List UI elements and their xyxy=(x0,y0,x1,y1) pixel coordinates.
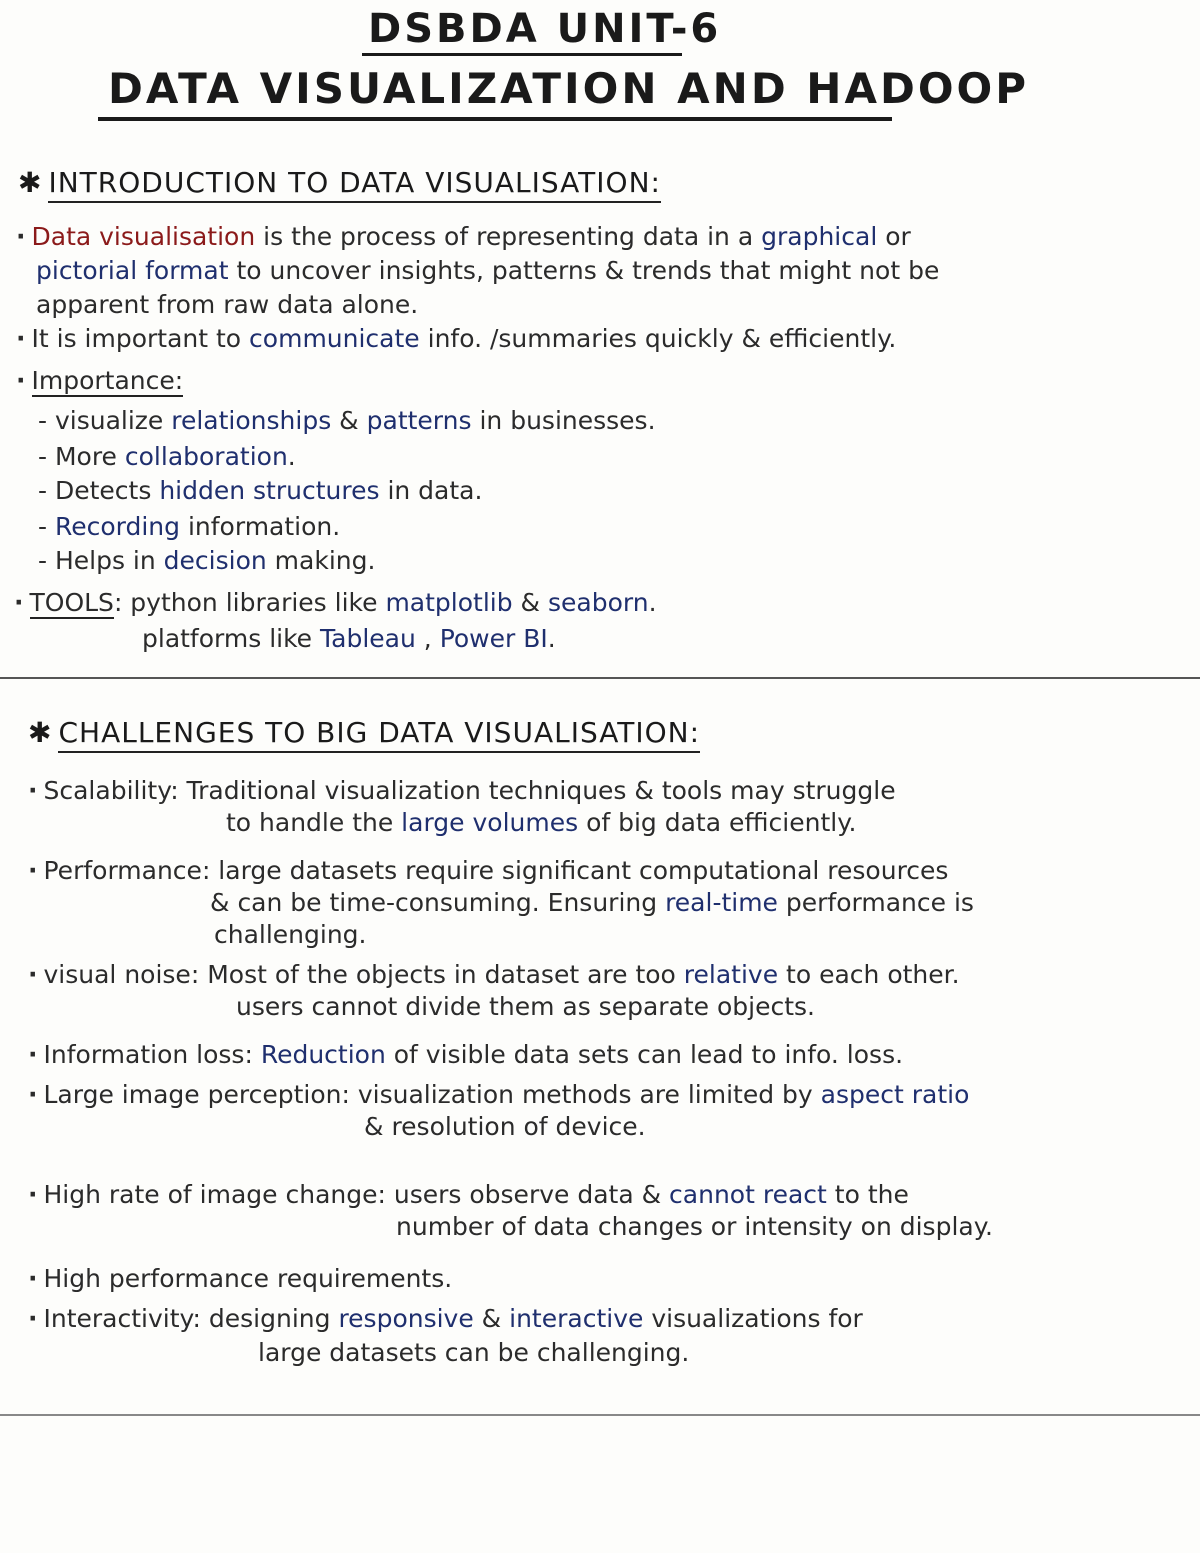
challenge-image-change: · High rate of image change: users observe data & cannot react to the xyxy=(28,1180,909,1209)
intro-line-3: apparent from raw data alone. xyxy=(36,290,419,319)
challenges-heading: ✱ CHALLENGES TO BIG DATA VISUALISATION: xyxy=(28,716,700,749)
bullet-icon: · xyxy=(28,1304,38,1333)
bullet-icon: · xyxy=(28,776,38,805)
challenge-interactivity: · Interactivity: designing responsive & interactive visualizations for xyxy=(28,1304,863,1333)
challenge-performance-cont: challenging. xyxy=(214,920,367,949)
tools-line-1: · TOOLS: python libraries like matplotlib & seaborn. xyxy=(14,588,657,617)
section-divider xyxy=(0,677,1200,679)
challenge-performance: · Performance: large datasets require significant computational resources xyxy=(28,856,949,885)
challenge-performance-cont: & can be time-consuming. Ensuring real-time performance is xyxy=(210,888,974,917)
page-subtitle: DATA VISUALIZATION AND HADOOP xyxy=(108,64,1030,113)
bullet-icon: · xyxy=(28,856,38,885)
bullet-icon: · xyxy=(14,588,24,617)
title-underline xyxy=(362,53,682,56)
challenge-scalability: · Scalability: Traditional visualization techniques & tools may struggle xyxy=(28,776,896,805)
challenge-visual-noise-cont: users cannot divide them as separate objects. xyxy=(236,992,816,1021)
bullet-icon: · xyxy=(28,1040,38,1069)
page-title: DSBDA UNIT-6 xyxy=(368,6,722,52)
bottom-divider xyxy=(0,1414,1200,1416)
importance-item: - visualize relationships & patterns in businesses. xyxy=(38,406,656,435)
bullet-icon: · xyxy=(28,960,38,989)
bullet-icon: · xyxy=(28,1264,38,1293)
asterisk-icon: ✱ xyxy=(28,716,53,749)
importance-item: - Helps in decision making. xyxy=(38,546,376,575)
intro-line-2: pictorial format to uncover insights, patterns & trends that might not be xyxy=(36,256,940,285)
challenge-visual-noise: · visual noise: Most of the objects in dataset are too relative to each other. xyxy=(28,960,960,989)
intro-line-1: · Data visualisation is the process of representing data in a graphical or xyxy=(16,222,911,251)
intro-line-4: · It is important to communicate info. /summaries quickly & efficiently. xyxy=(16,324,897,353)
challenge-image-change-cont: number of data changes or intensity on display. xyxy=(396,1212,993,1241)
intro-heading: ✱ INTRODUCTION TO DATA VISUALISATION: xyxy=(18,166,661,199)
challenge-scalability-cont: to handle the large volumes of big data efficiently. xyxy=(226,808,857,837)
asterisk-icon: ✱ xyxy=(18,166,43,199)
challenge-high-performance: · High performance requirements. xyxy=(28,1264,453,1293)
bullet-icon: · xyxy=(28,1080,38,1109)
bullet-icon: · xyxy=(16,366,26,395)
importance-label: · Importance: xyxy=(16,366,184,395)
bullet-icon: · xyxy=(28,1180,38,1209)
importance-item: - More collaboration. xyxy=(38,442,296,471)
bullet-icon: · xyxy=(16,324,26,353)
importance-item: - Recording information. xyxy=(38,512,341,541)
challenge-image-perception-cont: & resolution of device. xyxy=(364,1112,646,1141)
challenge-interactivity-cont: large datasets can be challenging. xyxy=(258,1338,690,1367)
challenge-image-perception: · Large image perception: visualization methods are limited by aspect ratio xyxy=(28,1080,970,1109)
bullet-icon: · xyxy=(16,222,26,251)
challenge-information-loss: · Information loss: Reduction of visible data sets can lead to info. loss. xyxy=(28,1040,904,1069)
tools-line-2: platforms like Tableau , Power BI. xyxy=(142,624,556,653)
subtitle-underline xyxy=(98,117,892,121)
importance-item: - Detects hidden structures in data. xyxy=(38,476,483,505)
